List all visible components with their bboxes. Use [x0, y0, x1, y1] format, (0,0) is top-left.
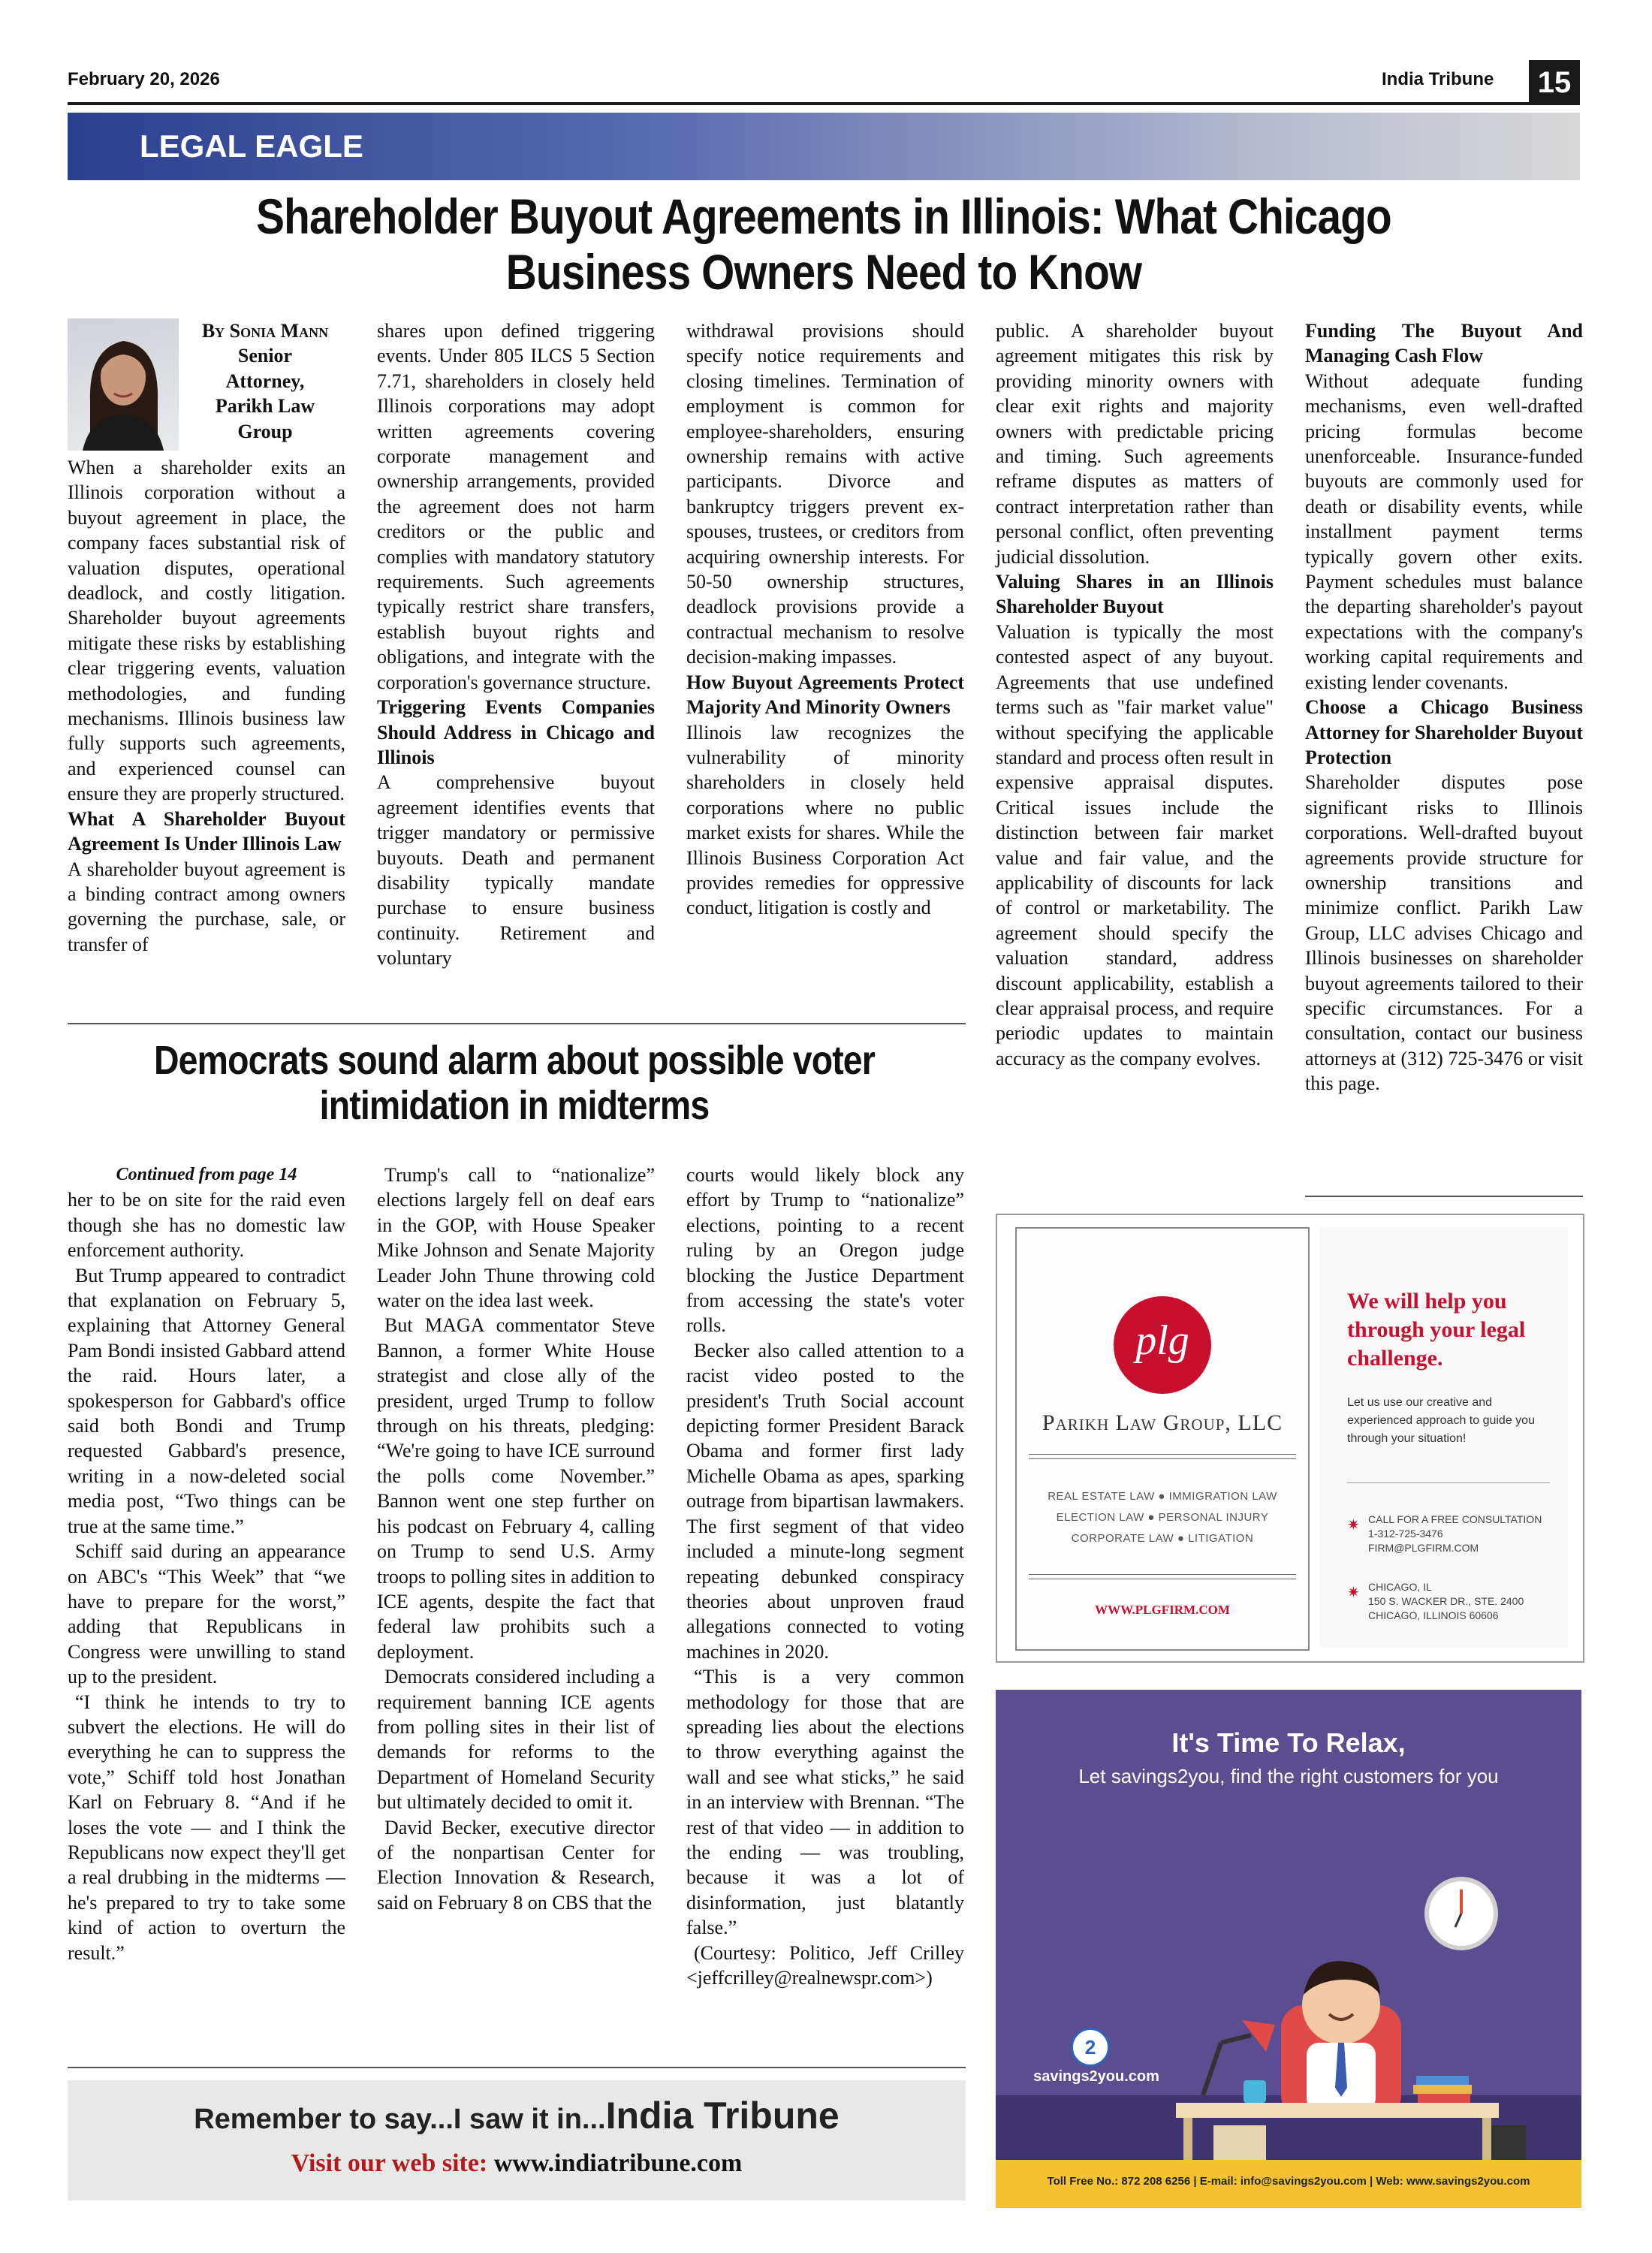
ad-subtext: Let us use our creative and experienced approach to guide you through your situation!	[1347, 1396, 1535, 1445]
savings2you-ad[interactable]	[996, 1690, 1581, 2208]
asterisk-icon: ✷	[1347, 1517, 1360, 1534]
divider	[1029, 1458, 1296, 1459]
paragraph: public. A shareholder buyout agreement mitigates this risk by providing minority owners with clear exit rights and majority owners with predictable pricing and timing. Such agreements reframe disputes as matters of contract interpretation rather than personal conflict, often preventing judicial dissolution.	[996, 320, 1274, 568]
divider	[1347, 1482, 1550, 1483]
contact-line: CHICAGO, ILLINOIS 60606	[1368, 1609, 1499, 1621]
promo-line-1	[68, 2094, 966, 2137]
article1-column-3	[686, 318, 964, 921]
practice-areas: ELECTION LAW ● PERSONAL INJURY	[1056, 1511, 1269, 1524]
plg-logo: plg	[1114, 1296, 1211, 1394]
article1-column-2	[377, 318, 655, 971]
byline	[186, 318, 344, 444]
paragraph: “This is a very common methodology for those that are spreading lies about the elections to throw everything against the wall and see what sticks,” he said in an interview with Brennan. “The rest of that video — in addition to the ending — was troubling, because it was a lot of disinformation, just blatantly false.”	[686, 1666, 964, 1939]
paragraph: But MAGA commentator Steve Bannon, a former White House strategist and close ally of the president, urged Trump to follow through on his threats, pledging: “We're going to have ICE surround the polls come November.” Bannon went one step further on his podcast on February 4, calling on Trump to send U.S. Army troops to polling sites in addition to ICE agents, despite the fact that federal law prohibits such a deployment.	[377, 1314, 655, 1663]
continued-note: Continued from page 14	[116, 1165, 297, 1184]
byline-author: By Sonia Mann	[201, 320, 329, 342]
article2-column-3	[686, 1163, 964, 1990]
article2-column-1	[68, 1163, 345, 1965]
promo-box	[68, 2080, 966, 2200]
paragraph: shares upon defined triggering events. Under 805 ILCS 5 Section 7.71, shareholders in closely held Illinois corporations may adopt written agreements covering corporate management and ownership arrangements, provided the agreement does not harm creditors or the public and complies with mandatory statutory requirements. Such agreements typically restrict share transfers, establish buyout rights and obligations, and integrate with the corporation's governance structure.	[377, 320, 655, 693]
subheading: How Buyout Agreements Protect Majority And Minority Owners	[686, 671, 964, 719]
contact-address-block	[1368, 1580, 1556, 1623]
paragraph: When a shareholder exits an Illinois corporation without a buyout agreement in place, the company faces substantial risk of valuation disputes, operational deadlock, and costly litigation. Shareholder buyout agreements mitigate these risks by establishing clear triggering events, valuation methodologies, and funding mechanisms. Illinois business law fully supports such agreements, and experienced counsel can ensure they are properly structured.	[68, 457, 345, 805]
page-number: 15	[1529, 60, 1580, 105]
contact-line: 150 S. WACKER DR., STE. 2400	[1368, 1595, 1524, 1607]
paragraph: Trump's call to “nationalize” elections largely fell on deaf ears in the GOP, with House Speaker Mike Johnson and Senate Majority Leader John Thune throwing cold water on the idea last week.	[377, 1164, 655, 1312]
promo-prefix: Remember to say...I saw it in...	[194, 2104, 606, 2135]
article2-column-2	[377, 1163, 655, 1915]
contact-phone-block	[1368, 1513, 1556, 1555]
subheading: Choose a Chicago Business Attorney for Shareholder Buyout Protection	[1305, 696, 1583, 768]
paragraph: Valuation is typically the most contested aspect of any buyout. Agreements that use undefined terms such as "fair market value" without specifying the applicable standard and process often result in expensive appraisal disputes. Critical issues include the distinction between fair market value and fair value, and the applicability of discounts for lack of control or marketability. The agreement should specify the valuation standard, address discount applicability, establish a clear appraisal process, and require periodic updates to maintain accuracy as the company evolves.	[996, 620, 1274, 1069]
section-banner	[68, 113, 1580, 180]
promo-web-label: Visit our web site:	[291, 2149, 494, 2177]
article1-column-1	[68, 455, 345, 957]
practice-areas: REAL ESTATE LAW ● IMMIGRATION LAW	[1048, 1490, 1277, 1503]
paragraph: But Trump appeared to contradict that explanation on February 5, explaining that Attorney General Pam Bondi insisted Gabbard attend the raid. Hours later, a spokesperson for Gabbard's office said both Bondi and Trump requested Gabbard's presence, writing in a now-deleted social media post, “Two things can be true at the same time.”	[68, 1264, 345, 1537]
promo-url[interactable]: www.indiatribune.com	[493, 2149, 743, 2177]
header-rule	[68, 102, 1580, 105]
author-photo	[68, 318, 179, 451]
ad-subtitle: Let savings2you, find the right customers for you	[1078, 1765, 1499, 1787]
paragraph: David Becker, executive director of the nonpartisan Center for Election Innovation & Research, said on February 8 on CBS that the	[377, 1816, 655, 1914]
paragraph: Shareholder disputes pose significant risks to Illinois corporations. Well-drafted buyout agreements provide structure for ownership transitions and minimize conflict. Parikh Law Group, LLC advises Chicago and Illinois businesses on shareholder buyout agreements tailored to their specific circumstances. For a consultation, contact our business attorneys at (312) 725-3476 or visit this page.	[1305, 771, 1583, 1095]
paragraph: courts would likely block any effort by Trump to “nationalize” elections, pointing to a recent ruling by an Oregon judge blocking the Justice Department from accessing the state's voter rolls.	[686, 1164, 964, 1337]
article1-headline: Shareholder Buyout Agreements in Illinois: What Chicago Business Owners Need to Know	[256, 189, 1391, 300]
paragraph: Becker also called attention to a racist video posted to the president's Truth Social account depicting former President Barack Obama and former first lady Michelle Obama as apes, sparking outrage from bipartisan lawmakers. The first segment of that video included a minute-long segment repeating debunked conspiracy theories about unproven fraud allegations connected to voting machines in 2020.	[686, 1339, 964, 1663]
paragraph: (Courtesy: Politico, Jeff Crilley <jeffcrilley@realnewspr.com>)	[686, 1941, 964, 1989]
law-ad-right-panel	[1320, 1227, 1568, 1648]
paragraph: A shareholder buyout agreement is a binding contract among owners governing the purchase, sale, or transfer of	[68, 858, 345, 955]
firm-website[interactable]: WWW.PLGFIRM.COM	[1095, 1603, 1230, 1617]
ad-heading: We will help you through your legal challenge.	[1347, 1289, 1526, 1371]
paper-name: India Tribune	[1382, 69, 1494, 89]
paragraph: A comprehensive buyout agreement identifies events that trigger mandatory or permissive buyouts. Death and permanent disability typically mandate purchase to ensure business continuity. Retirement and voluntary	[377, 771, 655, 970]
firm-name: Parikh Law Group, LLC	[1042, 1410, 1283, 1435]
subheading: Valuing Shares in an Illinois Shareholder Buyout	[996, 571, 1274, 618]
subheading: Funding The Buyout And Managing Cash Flow	[1305, 320, 1583, 367]
divider	[1029, 1454, 1296, 1455]
article2-headline: Democrats sound alarm about possible voter intimidation in midterms	[153, 1038, 876, 1129]
practice-areas: CORPORATE LAW ● LITIGATION	[1071, 1532, 1254, 1545]
contact-line: CHICAGO, IL	[1368, 1581, 1432, 1593]
author-title-line: Group	[237, 420, 293, 442]
asterisk-icon: ✷	[1347, 1585, 1360, 1601]
ad-contact-info: Toll Free No.: 872 208 6256 | E-mail: info@savings2you.com | Web: www.savings2you.com	[1047, 2175, 1530, 2188]
article1-column-5	[1305, 318, 1583, 1096]
law-ad-left-panel	[1015, 1227, 1310, 1651]
paragraph: her to be on site for the raid even though she has no domestic law enforcement authority.	[68, 1189, 345, 1262]
contact-email[interactable]: FIRM@PLGFIRM.COM	[1368, 1542, 1479, 1554]
ad-footer	[996, 2160, 1581, 2208]
subheading: Triggering Events Companies Should Address in Chicago and Illinois	[377, 696, 655, 768]
divider	[1029, 1574, 1296, 1575]
savings2you-logo-mark: 2	[1071, 2028, 1110, 2067]
promo-line-2	[68, 2149, 966, 2178]
contact-line: CALL FOR A FREE CONSULTATION	[1368, 1513, 1542, 1525]
promo-brand: India Tribune	[605, 2095, 840, 2137]
column-divider	[1305, 1196, 1583, 1197]
savings2you-logo-text: savings2you.com	[1033, 2068, 1159, 2085]
author-title-line: Parikh Law	[215, 395, 315, 418]
issue-date: February 20, 2026	[68, 69, 220, 89]
article1-column-4	[996, 318, 1274, 1071]
ad-title: It's Time To Relax,	[1171, 1727, 1406, 1758]
paragraph: Schiff said during an appearance on ABC's “This Week” that “we have to prepare for the worst,” adding that Republicans in Congress were unwilling to stand up to the president.	[68, 1540, 345, 1688]
article-end-rule	[68, 2067, 966, 2068]
relaxing-office-illustration-icon	[996, 1817, 1581, 2160]
contact-phone[interactable]: 1-312-725-3476	[1368, 1528, 1443, 1540]
article-divider	[68, 1023, 966, 1024]
section-label: LEGAL EAGLE	[140, 128, 363, 164]
author-title-line: Senior	[237, 345, 293, 367]
paragraph: Without adequate funding mechanisms, even well-drafted pricing formulas become unenforceable. Insurance-funded buyouts are commonly used for death or disability events, while installment payment terms typically govern other exits. Payment schedules must balance the departing shareholder's payout expectations with the company's working capital requirements and existing lender covenants.	[1305, 369, 1583, 693]
paragraph: “I think he intends to try to subvert the elections. He will do everything he can to suppress the vote,” Schiff told host Jonathan Karl on February 8. “And if he loses the vote — and I think the Republicans now expect they'll get a real drubbing in the midterms — he's prepared to try to take some kind of action to overturn the result.”	[68, 1691, 345, 1964]
paragraph: Democrats considered including a requirement banning ICE agents from polling sites in their list of demands for reforms to the Department of Homeland Security but ultimately decided to omit it.	[377, 1666, 655, 1814]
subheading: What A Shareholder Buyout Agreement Is Under Illinois Law	[68, 807, 345, 855]
author-portrait-icon	[68, 318, 179, 451]
author-title-line: Attorney,	[225, 369, 305, 392]
paragraph: Illinois law recognizes the vulnerability of minority shareholders in closely held corporations where no public market exists for shares. While the Illinois Business Corporation Act provides remedies for oppressive conduct, litigation is costly and	[686, 721, 964, 919]
law-firm-ad[interactable]	[996, 1214, 1584, 1663]
paragraph: withdrawal provisions should specify notice requirements and closing timelines. Termination of employment is common for employee-shareholders, ensuring ownership remains with active participants. Divorce and bankruptcy triggers prevent ex-spouses, trustees, or creditors from acquiring ownership interests. For 50-50 ownership structures, deadlock provisions provide a contractual mechanism to resolve decision-making impasses.	[686, 320, 964, 668]
